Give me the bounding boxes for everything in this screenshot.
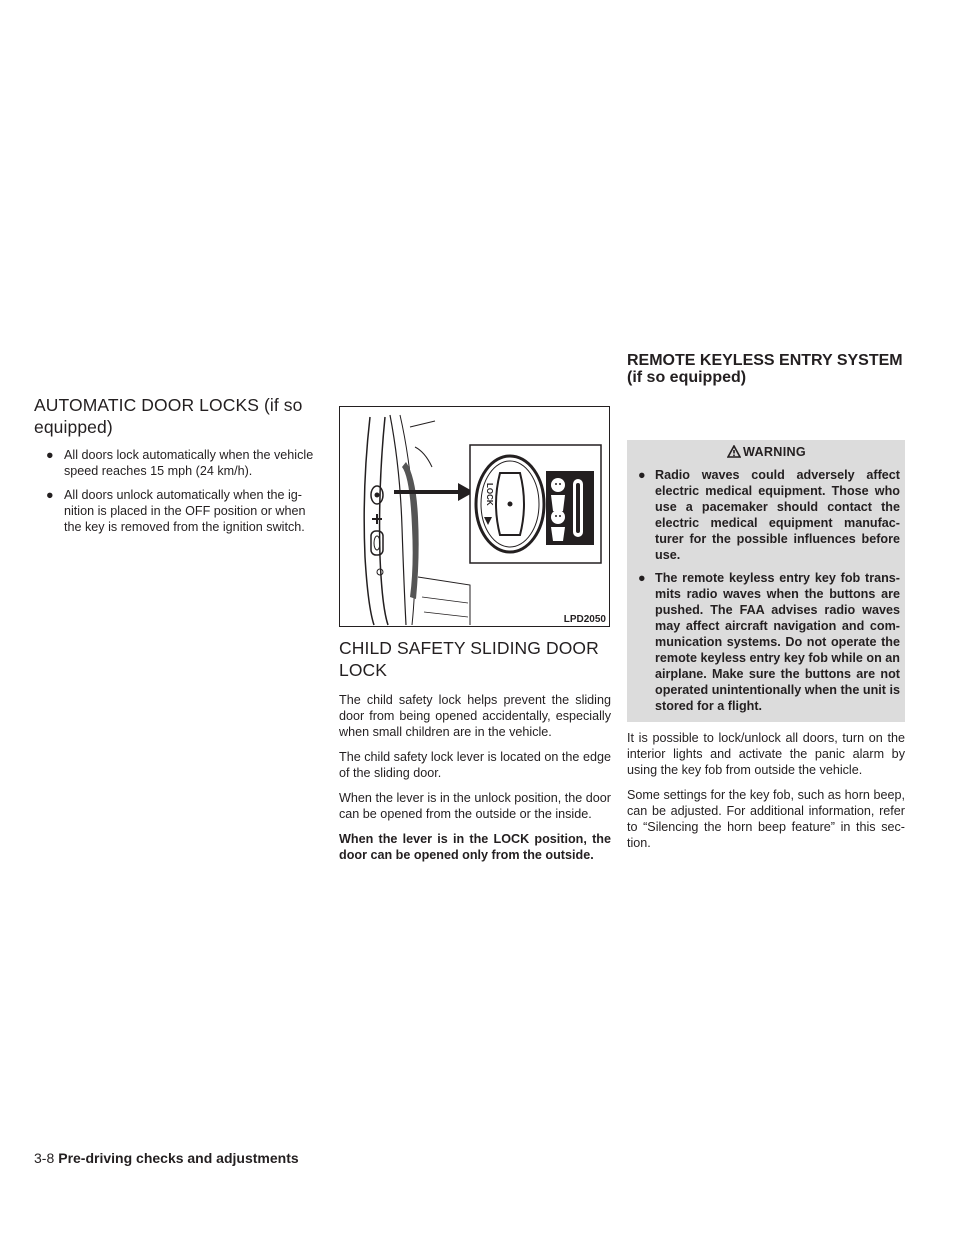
paragraph: It is possible to lock/unlock all doors, turn on the interior lights and activate the panic alarm by using the key fob from outside the vehicle. bbox=[627, 731, 905, 777]
figure-code: LPD2050 bbox=[563, 614, 606, 625]
bullet-icon: ● bbox=[46, 488, 54, 502]
bullet-icon: ● bbox=[46, 448, 54, 462]
page-number: 3-8 bbox=[34, 1150, 55, 1166]
heading-line: (if so equipped) bbox=[627, 369, 747, 386]
list-item: ● All doors lock automatically when the vehicle speed reaches 15 mph (24 km/h). bbox=[46, 448, 314, 478]
list-item: ● The remote keyless entry key fob trans-mits radio waves when the buttons are pushed. The FAA advises radio waves may affect aircraft navigation and com-munication systems. Do not operate the remote keyless entry key fob while on an airplane. Make sure the buttons are not operated unintentionally when the unit is stored for a flight. bbox=[638, 571, 900, 713]
warning-title: WARNING bbox=[633, 440, 900, 463]
bullet-icon: ● bbox=[638, 468, 646, 482]
left-column bbox=[34, 394, 324, 543]
paragraph: Some settings for the key fob, such as horn beep, can be adjusted. For additional information, refer to “Silencing the horn beep feature” in this sec-tion. bbox=[627, 788, 905, 850]
warning-list bbox=[633, 467, 900, 714]
paragraph: When the lever is in the unlock position, the door can be opened from the outside or the inside. bbox=[339, 791, 611, 821]
list-item: ● Radio waves could adversely affect electric medical equipment. Those who use a pacemaker should contact the electric medical equipment manufac-turer for the possible influences before use. bbox=[638, 468, 900, 562]
page-footer bbox=[34, 1149, 299, 1167]
lock-label: LOCK bbox=[485, 483, 494, 506]
remote-keyless-heading bbox=[627, 352, 905, 386]
child-safety-lock-figure bbox=[339, 406, 610, 627]
door-edge-illustration bbox=[340, 407, 611, 628]
bullet-icon: ● bbox=[638, 571, 646, 585]
lock-position-note: When the lever is in the LOCK position, the door can be opened only from the outside. bbox=[339, 832, 611, 862]
paragraph: The child safety lock lever is located on the edge of the sliding door. bbox=[339, 750, 611, 780]
warning-box bbox=[627, 440, 905, 722]
child-safety-heading: CHILD SAFETY SLIDING DOOR LOCK bbox=[339, 638, 599, 680]
section-title: Pre-driving checks and adjustments bbox=[58, 1150, 299, 1166]
warning-icon bbox=[727, 445, 741, 463]
paragraph: The child safety lock helps prevent the sliding door from being opened accidentally, especially when small children are in the vehicle. bbox=[339, 693, 611, 739]
heading-line: REMOTE KEYLESS ENTRY SYSTEM bbox=[627, 352, 903, 369]
right-column bbox=[627, 352, 905, 860]
list-item: ● All doors unlock automatically when the ig-nition is placed in the OFF position or when the key is removed from the ignition switch. bbox=[46, 488, 306, 534]
middle-column bbox=[339, 406, 611, 872]
automatic-door-locks-list bbox=[34, 447, 324, 535]
automatic-door-locks-heading: AUTOMATIC DOOR LOCKS (if so equipped) bbox=[34, 395, 303, 437]
